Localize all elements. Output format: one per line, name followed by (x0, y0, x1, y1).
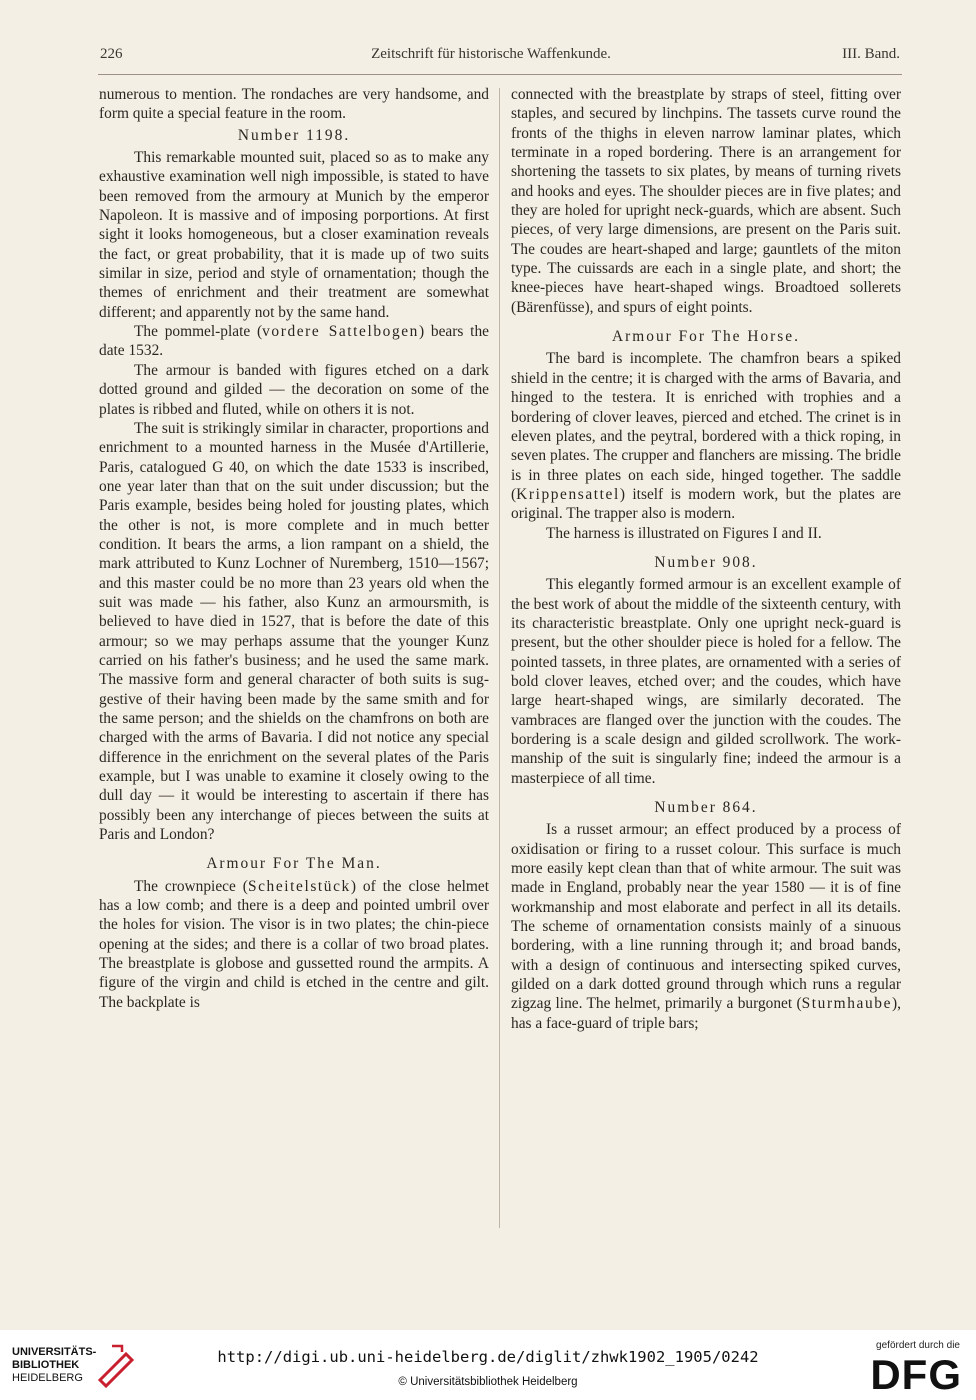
paragraph: Is a russet armour; an effect produced by a process of oxidisation or firing to a russet colour. This surface is much more easily kept clean than that of white armour. The suit was made in England, probably near the year 1580 — it is of fine workmanship and most elaborate and perfect in all its details. The scheme of ornamentation consists mainly of a sinuous bordering, with a line running through it; and broad bands, with a design of continuous and intersecting spiked curves, gilded on a dark dotted ground through which runs a regular zigzag line. The helmet, primarily a burgonet (Sturmhaube), has a face-guard of triple bars; (511, 821, 901, 1032)
paragraph: This elegantly formed armour is an excellent example of the best work of about the middle of the sixteenth century, with its characteristic breastplate. Only one upright neck-guard is present, but the other shoulder piece is holed for a fellow. The pointed tassets, in three plates, are ornamented with a series of bold clover leaves, etched over; and the coudes, which have large heart-shaped wings, are similarly decorated. The vambraces are flanged over the junction with the coudes. The bordering is a scale design and gilded scrollwork. The workmanship of the suit is singularly fine; indeed the armour is a masterpiece of all time. (511, 576, 901, 787)
left-column (99, 85, 489, 1235)
paragraph: This remarkable mounted suit, placed so as to make any exhaustive examination well nigh impossible, is stated to have been removed from the armoury at Munich by the emperor Napoleon. It is massive and of imposing porportions. At first sight it looks homogeneous, but a closer examination reveals the fact, or great probability, that it is made up of two suits similar in size, period and style of ornamentation; though the themes of enrichment and their treatment are somewhat different; and apparently not by the same hand. (99, 149, 489, 321)
viewer-footer (0, 1330, 976, 1400)
column-divider (499, 88, 500, 1228)
paragraph: connected with the breastplate by straps of steel, fitting over staples, and secured by linchpins. The tassets curve round the fronts of the thighs in eleven narrow laminar plates, which terminate in a roped bordering. There is an arrangement for shortening the tassets to six plates, by means of turning rivets and hooks and eyes. The shoulder pieces are in five plates; and they are holed for upright neck-guards, which are absent. Such pieces, of very large dimensions, are present on the Paris suit. The coudes are heart-shaped and large; gauntlets of the miton type. The cuissards are each in a single plate, and short; the knee-pieces have heart-shaped wings. Broadtoed sollerets (Bärenfüsse), and spurs of eight points. (511, 86, 901, 316)
library-logo-icon[interactable] (92, 1340, 136, 1390)
funding-note: gefördert durch die (876, 1340, 960, 1351)
section-heading: Number 864. (654, 799, 758, 817)
right-column (511, 85, 901, 1235)
copyright-notice: © Universitätsbibliothek Heidelberg (398, 1376, 578, 1388)
section-heading: Number 1198. (237, 126, 351, 144)
paragraph: The harness is illustrated on Figures I and II. (546, 524, 822, 542)
paragraph: The suit is strikingly similar in character, proportions and enrichment to a mounted harness in the Musée d'Artillerie, Paris, catalogued G 40, on which the date 1533 is inscribed, one year later than that on the suit under discussion; but the Paris example, besides being holed for jousting plates, which the other is not, is more complete and in much better condition. It bears the arms, a lion rampant on a shield, the mark attributed to Kunz Lochner of Nuremberg, 1510—1567; and this master could be no more than 23 years old when the suit was made — his father, also Kunz an armoursmith, is believed to have died in 1527, that is before the date of this armour; so we may perhaps assume that the younger Kunz carried on his father's business; and he used the same mark. The massive form and general character of both suits is suggestive of their having been made by the same smith and for the same person; and the shields on the chamfrons on both are charged with the arms of Bavaria. I did not notice any special difference in the enrichment on the several plates of the Paris example, but I was unable to examine it closely owing to the dull day — it would be interesting to ascertain if there has possibly been any interchange of pieces between the suits at Paris and London? (99, 419, 489, 844)
volume-label: III. Band. (842, 46, 900, 62)
library-name[interactable]: UNIVERSITÄTS- BIBLIOTHEK HEIDELBERG (12, 1346, 97, 1384)
header-rule (98, 74, 902, 75)
dfg-logo[interactable]: DFG (870, 1351, 962, 1398)
page-number: 226 (100, 46, 123, 62)
permalink-url[interactable]: http://digi.ub.uni-heidelberg.de/diglit/zhwk1902_1905/0242 (217, 1348, 759, 1366)
section-heading: Armour For The Horse. (612, 328, 800, 346)
paragraph: numerous to mention. The rondaches are very handsome, and form quite a special feature in the room. (99, 86, 489, 123)
section-heading: Number 908. (654, 553, 758, 571)
section-heading: Armour For The Man. (206, 855, 382, 873)
running-title: Zeitschrift für historische Waffenkunde. (371, 46, 611, 62)
paragraph: The armour is banded with figures etched on a dark dotted ground and gilded — the decoration on some of the plates is ribbed and fluted, while on others it is not. (99, 361, 489, 418)
paragraph: The crownpiece (Scheitelstück) of the close helmet has a low comb; and there is a deep and pointed umbril over the holes for vision. The visor is in two plates; the chin-piece opening at the sides; and there is a collar of two broad plates. The breastplate is globose and gussetted round the armpits. A figure of the virgin and child is etched in the centre and gilt. The backplate is (99, 877, 489, 1011)
paragraph: The bard is incomplete. The chamfron bears a spiked shield in the centre; it is charged with the arms of Bavaria, and hinged to the testera. It is enriched with trophies and a bordering of clover leaves, pierced and etched. The crinet is in eleven plates, and the peytral, bordered with a thick roping, in seven plates. The crupper and flanchers are missing. The bridle is in three plates on each side, hinged together. The saddle (Krippensattel) itself is modern work, but the plates are original. The trapper also is modern. (511, 350, 901, 523)
paragraph: The pommel-plate (vordere Sattelbogen) bears the date 1532. (99, 323, 489, 360)
